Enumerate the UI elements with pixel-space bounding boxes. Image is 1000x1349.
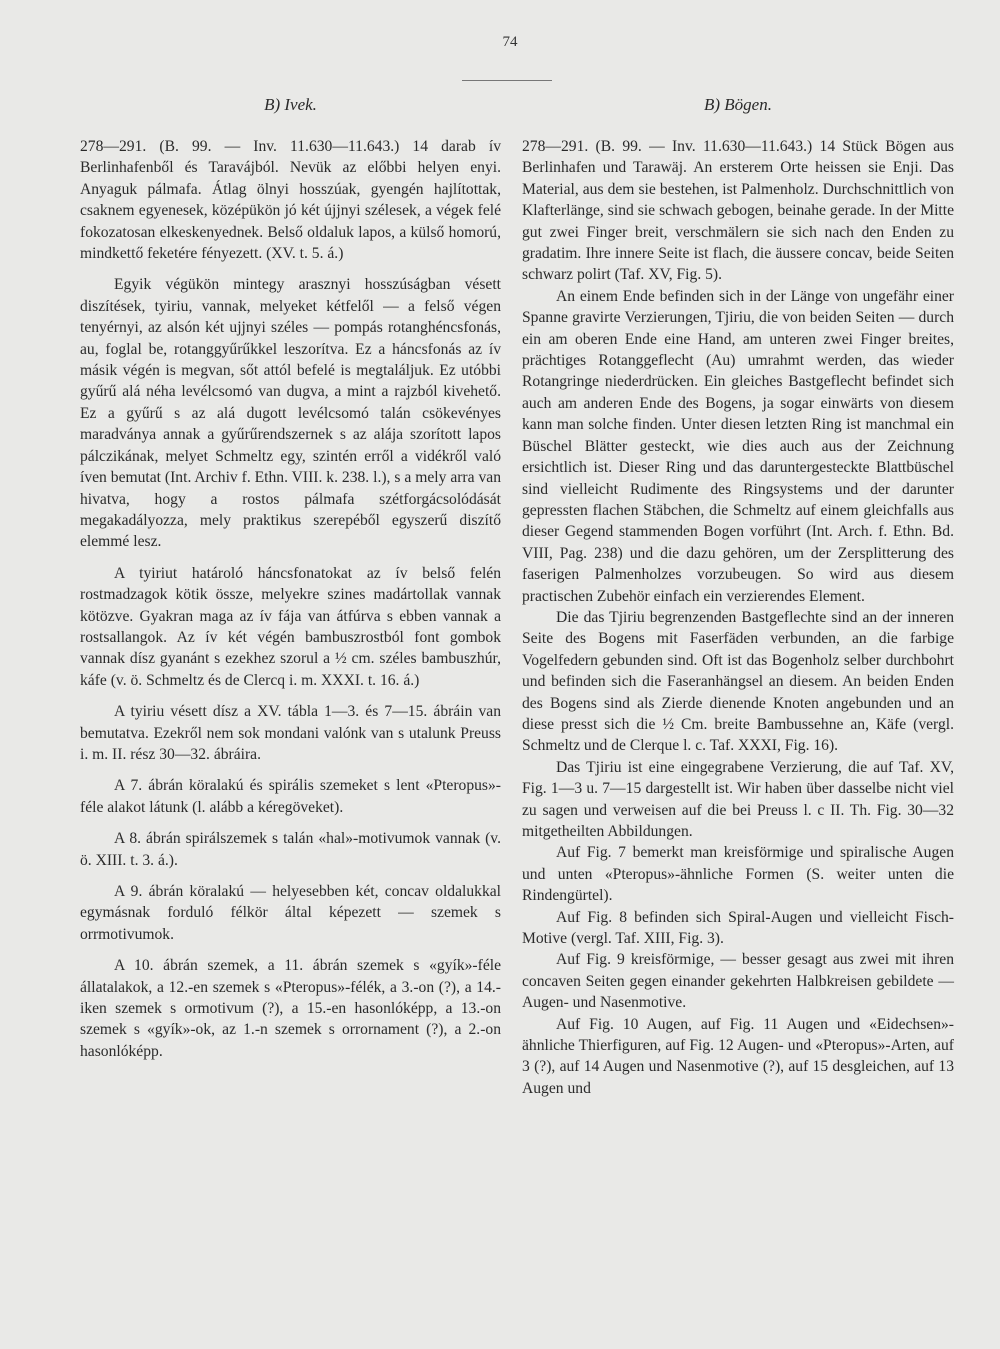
- paragraph: Egyik végükön mintegy arasznyi hosszúságban vésett diszítések, tyiriu, vannak, melyeket kétfelől — a felső végen tenyérnyi, az alsón két ujjnyi széles — pompás rotanghéncsfonás, au, foglal be, rotanggyűrűkkel leszorítva. Ez a háncsfonás az ív másik végén is megvan, sőt attól befelé is megtaláljuk. Ez utóbbi gyűrű alá néha levélcsomó van dugva, a mint a rajzból kivehető. Ez a gyűrű s az alá dugott levélcsomó talán csökevényes maradványa annak a gyűrűrendszernek s az alája szorított lapos pálczikának, melyet Schmeltz egy, szintén erről a vidékről való íven bemutat (Int. Archiv f. Ethn. VIII. k. 238. l.), s a mely arra van hivatva, hogy a rostos pálmafa szétforgácsolódását megakadályozza, mely praktikus szerepéből egyszerű diszítő elemmé lesz.: [80, 276, 501, 551]
- paragraph: A 8. ábrán spirálszemek s talán «hal»-motivumok vannak (v. ö. XIII. t. 3. á.).: [80, 830, 501, 869]
- german-column: [522, 94, 954, 1099]
- paragraph: Auf Fig. 7 bemerkt man kreisförmige und spiralische Augen und unten «Pteropus»-ähnliche Formen (S. weiter unten die Rindengürtel).: [522, 844, 954, 905]
- paragraph: A tyiriu vésett dísz a XV. tábla 1—3. és 7—15. ábráin van bemutatva. Ezekről nem sok mondani valónk van s utalunk Preuss i. m. II. rész 30—32. ábráira.: [80, 703, 501, 763]
- paragraph: Auf Fig. 10 Augen, auf Fig. 11 Augen und «Eidechsen»-ähnliche Thierfiguren, auf Fig. 12 Augen- und «Pteropus»-Arten, auf 3 (?), auf 14 Augen und Nasenmotive (?), auf 15 desgleichen, auf 13 Augen und: [522, 1015, 954, 1097]
- paragraph: Das Tjiriu ist eine eingegrabene Verzierung, die auf Taf. XV, Fig. 1—3 u. 7—15 dargestellt ist. Wir haben über dasselbe nicht viel zu sagen und verweisen auf die bei Preuss l. c II. Th. Fig. 30—32 mitgetheilten Abbildungen.: [522, 758, 954, 840]
- paragraph: 278—291. (B. 99. — Inv. 11.630—11.643.) 14 Stück Bögen aus Berlinhafen und Tarawäj. An ersterem Orte heissen sie Enji. Das Material, aus dem sie bestehen, ist Palmenholz. Durchschnittlich von Klafterlänge, sind sie schwach gebogen, beinahe gerade. In der Mitte gut zwei Finger breit, verschmälern sie sich nach den Enden zu gradatim. Ihre innere Seite ist flach, die äussere concav, beide Seiten schwarz polirt (Taf. XV, Fig. 5).: [522, 138, 954, 284]
- section-title-de: B) Bögen.: [704, 95, 772, 114]
- paragraph: A tyiriut határoló háncsfonatokat az ív belső felén rostmadzagok kötik össze, melyekre szines madártollak vannak kötözve. Gyakran maga az ív fája van átfúrva s ebben vannak a rostsallangok. Az ív két végén bambuszrostból font gombok vannak dísz gyanánt s ezekhez szorul a ½ cm. széles bambuszhúr, káfe (v. ö. Schmeltz és de Clercq i. m. XXXI. t. 16. á.): [80, 564, 501, 689]
- hungarian-column: [80, 94, 501, 1072]
- paragraph: An einem Ende befinden sich in der Länge von ungefähr einer Spanne gravirte Verzierungen, Tjiriu, die von beiden Seiten — durch ein am oberen Ende eine Hand, am unteren zwei Finger breites, prächtiges Rotanggeflecht (Au) umrahmt werden, das wieder Rotangringe niederdrücken. Ein gleiches Bastgeflecht befindet sich auch am anderen Ende des Bogens, ja sogar einwärts von diesem kann man solche finden. Unter diesen letzten Ring ist manchmal ein Büschel Blätter gesteckt, wie dies auch aus der Zeichnung ersichtlich ist. Dieser Ring und das daruntergesteckte Blattbüschel sind vielleicht Rudimente des Ringsystems und der darunter gepressten flachen Stäbchen, die Schmeltz auf einem gleichfalls aus dieser Gegend stammenden Bogen vorführt (Int. Arch. f. Ethn. Bd. VIII, Pag. 238) und die dazu gehören, um der Zersplitterung des faserigen Palmenholzes vorzubeugen. So wird aus diesem practischen Zubehör einfach ein verzierendes Element.: [522, 287, 954, 605]
- paragraph: 278—291. (B. 99. — Inv. 11.630—11.643.) 14 darab ív Berlinhafenből és Taravájból. Nevük az előbbi helyen enyi. Anyaguk pálmafa. Átlag ölnyi hosszúak, gyengén hajlítottak, csaknem egyenesek, középükön jó két újjnyi szélesek, a végek felé fokozatosan elkeskenyednek. Belső oldaluk lapos, a külső homorú, mindkettő feketére fényezett. (XV. t. 5. á.): [80, 138, 501, 263]
- paragraph: Die das Tjiriu begrenzenden Bastgeflechte sind an der inneren Seite des Bogens mit Faserfäden verbunden, an die farbige Vogelfedern gebunden sind. Oft ist das Bogenholz selber durchbohrt und befinden sich die Faseranhängsel an diesem. An beiden Enden des Bogens sind als Zierde dienende Knoten angebunden und an diese presst sich die ½ Cm. breite Bambussehne an, Käfe (vergl. Schmeltz und de Clerque l. c. Taf. XXXI, Fig. 16).: [522, 608, 954, 755]
- paragraph: A 7. ábrán köralakú és spirális szemeket s lent «Pteropus»-féle alakot látunk (l. alább a kéregöveket).: [80, 777, 501, 816]
- paragraph: Auf Fig. 9 kreisförmige, — besser gesagt aus zwei mit ihren concaven Seiten gegen einander gekehrten Halbkreisen gebildete — Augen- und Nasenmotive.: [522, 951, 954, 1012]
- page-number: 74: [502, 34, 518, 50]
- paragraph: A 10. ábrán szemek, a 11. ábrán szemek s «gyík»-féle állatalakok, a 12.-en szemek s «Pteropus»-félék, a 3.-on (?), a 14.-iken szemek s ormotivum (?), a 15.-en hasonlóképp, a 13.-on szemek s «gyík»-ok, az 1.-n szemek s orrornament (?), a 2.-on hasonlóképp.: [80, 957, 501, 1060]
- page-number-rule: [462, 80, 552, 81]
- paragraph: A 9. ábrán köralakú — helyesebben két, concav oldalukkal egymásnak forduló félkör által képezett — szemek s orrmotivumok.: [80, 883, 501, 943]
- section-title-hu: B) Ivek.: [264, 95, 317, 114]
- paragraph: Auf Fig. 8 befinden sich Spiral-Augen und vielleicht Fisch-Motive (vergl. Taf. XIII, Fig. 3).: [522, 908, 954, 948]
